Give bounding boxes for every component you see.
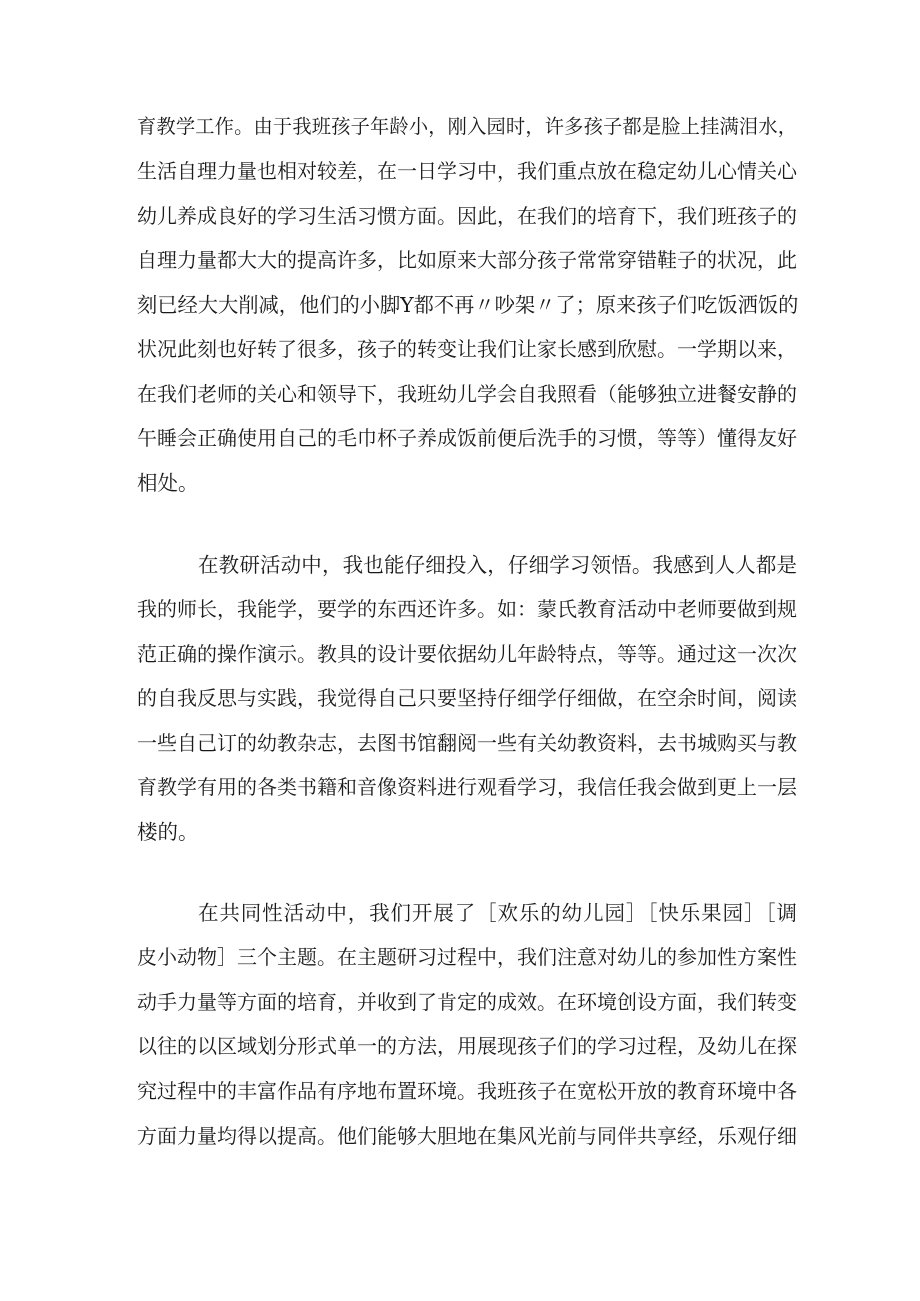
text-line: 状况此刻也好转了很多，孩子的转变让我们让家长感到欣慰。一学期以来， xyxy=(137,337,797,361)
text-line: 皮小动物］三个主题。在主题研习过程中，我们注意对幼儿的参加性方案性 xyxy=(137,945,797,969)
text-line: 在教研活动中，我也能仔细投入，仔细学习领悟。我感到人人都是 xyxy=(198,553,797,577)
text-line: 以往的以区域划分形式单一的方法，用展现孩子们的学习过程，及幼儿在探 xyxy=(137,1034,797,1058)
text-line: 在我们老师的关心和领导下，我班幼儿学会自我照看（能够独立进餐安静的 xyxy=(137,382,797,406)
text-line: 我的师长，我能学，要学的东西还许多。如：蒙氏教育活动中老师要做到规 xyxy=(137,597,797,621)
text-line: 刻已经大大削减，他们的小脚Y都不再〃吵架〃了；原来孩子们吃饭洒饭的 xyxy=(137,293,799,317)
text-line: 动手力量等方面的培育，并收到了肯定的成效。在环境创设方面，我们转变 xyxy=(137,990,797,1014)
text-line: 一些自己订的幼教杂志，去图书馆翻阅一些有关幼教资料，去书城购买与教 xyxy=(137,731,797,755)
text-line: 究过程中的丰富作品有序地布置环境。我班孩子在宽松开放的教育环境中各 xyxy=(137,1079,797,1103)
text-line: 范正确的操作演示。教具的设计要依据幼儿年龄特点，等等。通过这一次次 xyxy=(137,642,797,666)
text-line: 生活自理力量也相对较差，在一日学习中，我们重点放在稳定幼儿心情关心 xyxy=(137,159,797,183)
text-line: 方面力量均得以提高。他们能够大胆地在集风光前与同伴共享经，乐观仔细 xyxy=(137,1124,797,1148)
text-line: 自理力量都大大的提高许多，比如原来大部分孩子常常穿错鞋子的状况，此 xyxy=(137,248,797,272)
text-line: 育教学有用的各类书籍和音像资料进行观看学习，我信任我会做到更上一层 xyxy=(137,775,797,799)
text-line: 幼儿养成良好的学习生活习惯方面。因此，在我们的培育下，我们班孩子的 xyxy=(137,204,797,228)
text-line: 楼的。 xyxy=(137,820,199,844)
text-line: 午睡会正确使用自己的毛巾杯子养成饭前便后洗手的习惯，等等）懂得友好 xyxy=(137,426,797,450)
text-line: 的自我反思与实践，我觉得自己只要坚持仔细学仔细做，在空余时间，阅读 xyxy=(137,686,797,710)
text-line: 相处。 xyxy=(137,471,199,495)
text-line: 育教学工作。由于我班孩子年龄小，刚入园时，许多孩子都是脸上挂满泪水， xyxy=(137,115,797,138)
text-line: 在共同性活动中，我们开展了［欢乐的幼儿园］［快乐果园］［调 xyxy=(198,901,797,925)
